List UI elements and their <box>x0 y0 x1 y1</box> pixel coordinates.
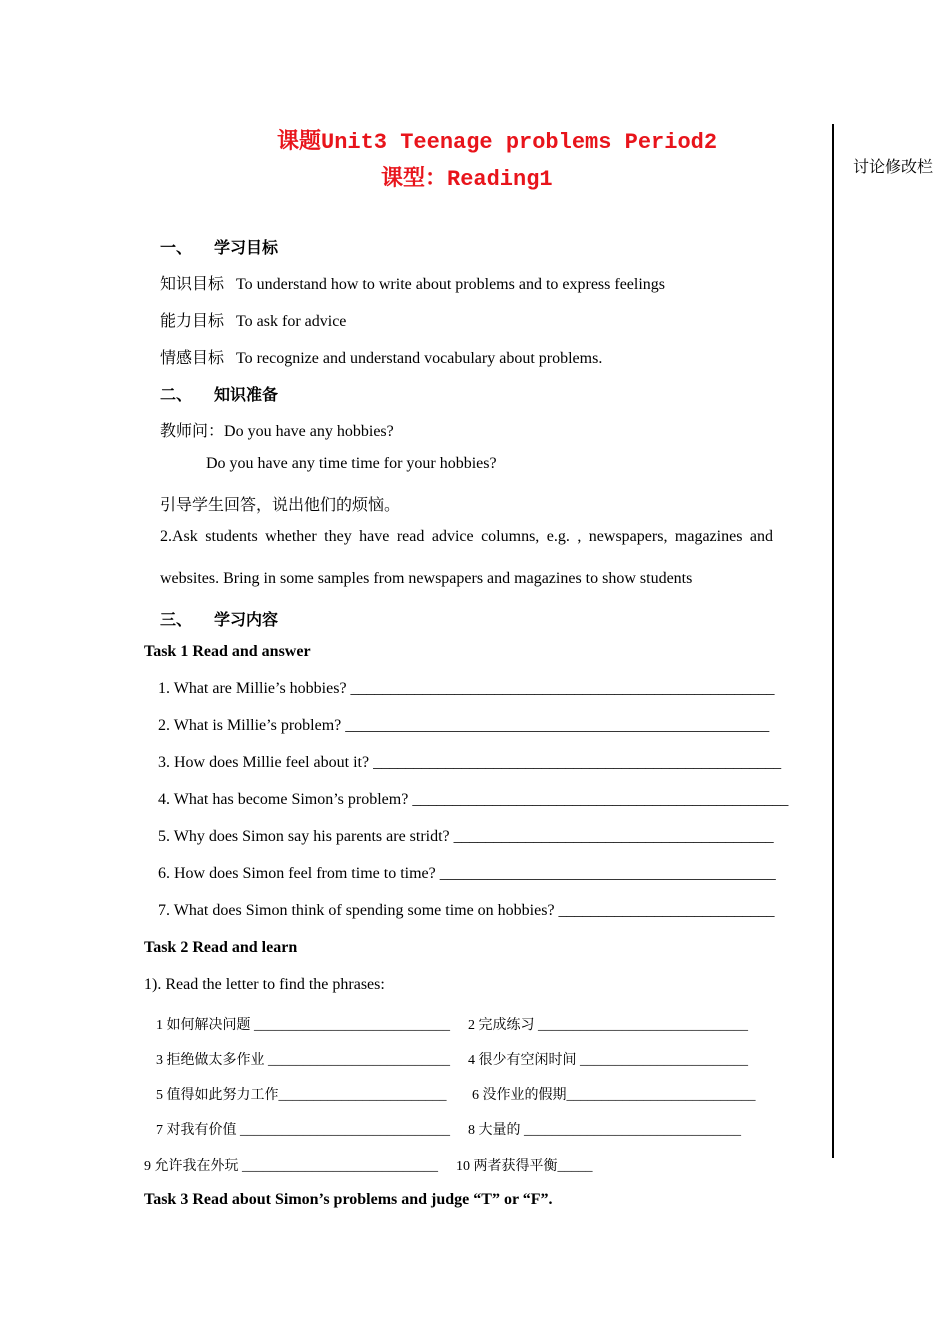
teacher-question-1 <box>160 418 394 441</box>
task1-title: Task 1 Read and answer <box>144 643 311 660</box>
goal-row <box>160 308 346 331</box>
phrase-item: 7 对我有价值 ______________________________ <box>156 1123 450 1138</box>
phrase-item: 8 大量的 _______________________________ <box>468 1123 741 1138</box>
goal-text: To understand how to write about problems and to express feelings <box>236 276 666 293</box>
task2-instruction: 1). Read the letter to find the phrases: <box>144 976 385 993</box>
goal-label: 能力目标 <box>160 313 225 330</box>
section3-heading <box>160 607 278 630</box>
question-item: 7. What does Simon think of spending some time on hobbies? ___________________________ <box>158 902 775 919</box>
page-title: 课题Unit3 Teenage problems Period2 <box>277 130 718 155</box>
phrase-item: 2 完成练习 ______________________________ <box>468 1018 748 1033</box>
question-item: 2. What is Millie’s problem? _____________________________________________________ <box>158 717 770 734</box>
question-item: 3. How does Millie feel about it? ___________________________________________________ <box>158 754 782 771</box>
section2-heading <box>160 382 278 405</box>
teacher-q1: Do you have any hobbies? <box>224 423 394 440</box>
section2-num: 二、 <box>160 387 193 404</box>
phrase-item: 10 两者获得平衡_____ <box>456 1159 593 1174</box>
phrase-item: 5 值得如此努力工作________________________ <box>156 1088 447 1103</box>
goal-row <box>160 271 665 294</box>
paragraph-line-1: 2.Ask students whether they have read advice columns, e.g. , newspapers, magazines and <box>160 528 773 545</box>
section3-title: 学习内容 <box>214 612 279 629</box>
section1-title: 学习目标 <box>214 240 279 257</box>
phrase-item: 4 很少有空闲时间 ________________________ <box>468 1053 748 1068</box>
section1-num: 一、 <box>160 240 193 257</box>
question-item: 6. How does Simon feel from time to time? __________________________________________ <box>158 865 776 882</box>
goal-label: 情感目标 <box>160 350 225 367</box>
section2-title: 知识准备 <box>214 387 279 404</box>
question-item: 1. What are Millie’s hobbies? _____________________________________________________ <box>158 680 775 697</box>
phrase-item: 6 没作业的假期___________________________ <box>472 1088 756 1103</box>
phrase-item: 3 拒绝做太多作业 __________________________ <box>156 1053 450 1068</box>
section1-heading <box>160 235 278 258</box>
section3-num: 三、 <box>160 612 193 629</box>
goal-text: To recognize and understand vocabulary about problems. <box>236 350 603 367</box>
question-item: 5. Why does Simon say his parents are stridt? ________________________________________ <box>158 828 774 845</box>
question-item: 4. What has become Simon’s problem? _______________________________________________ <box>158 791 789 808</box>
task2-title: Task 2 Read and learn <box>144 939 298 956</box>
sidebar-divider <box>832 124 834 1158</box>
paragraph-line-2: websites. Bring in some samples from newspapers and magazines to show students <box>160 570 693 587</box>
phrase-item: 9 允许我在外玩 ____________________________ <box>144 1159 438 1174</box>
goal-label: 知识目标 <box>160 276 225 293</box>
sidebar-label: 讨论修改栏 <box>853 159 934 176</box>
teacher-question-2: Do you have any time time for your hobbies? <box>206 455 497 472</box>
teacher-prefix: 教师问： <box>160 423 225 440</box>
task3-title: Task 3 Read about Simon’s problems and judge “T” or “F”. <box>144 1191 553 1208</box>
guide-text: 引导学生回答，说出他们的烦恼。 <box>160 497 401 514</box>
goal-row <box>160 345 602 368</box>
phrase-item: 1 如何解决问题 ____________________________ <box>156 1018 450 1033</box>
page-subtitle: 课型：Reading1 <box>381 167 553 192</box>
goal-text: To ask for advice <box>236 313 347 330</box>
